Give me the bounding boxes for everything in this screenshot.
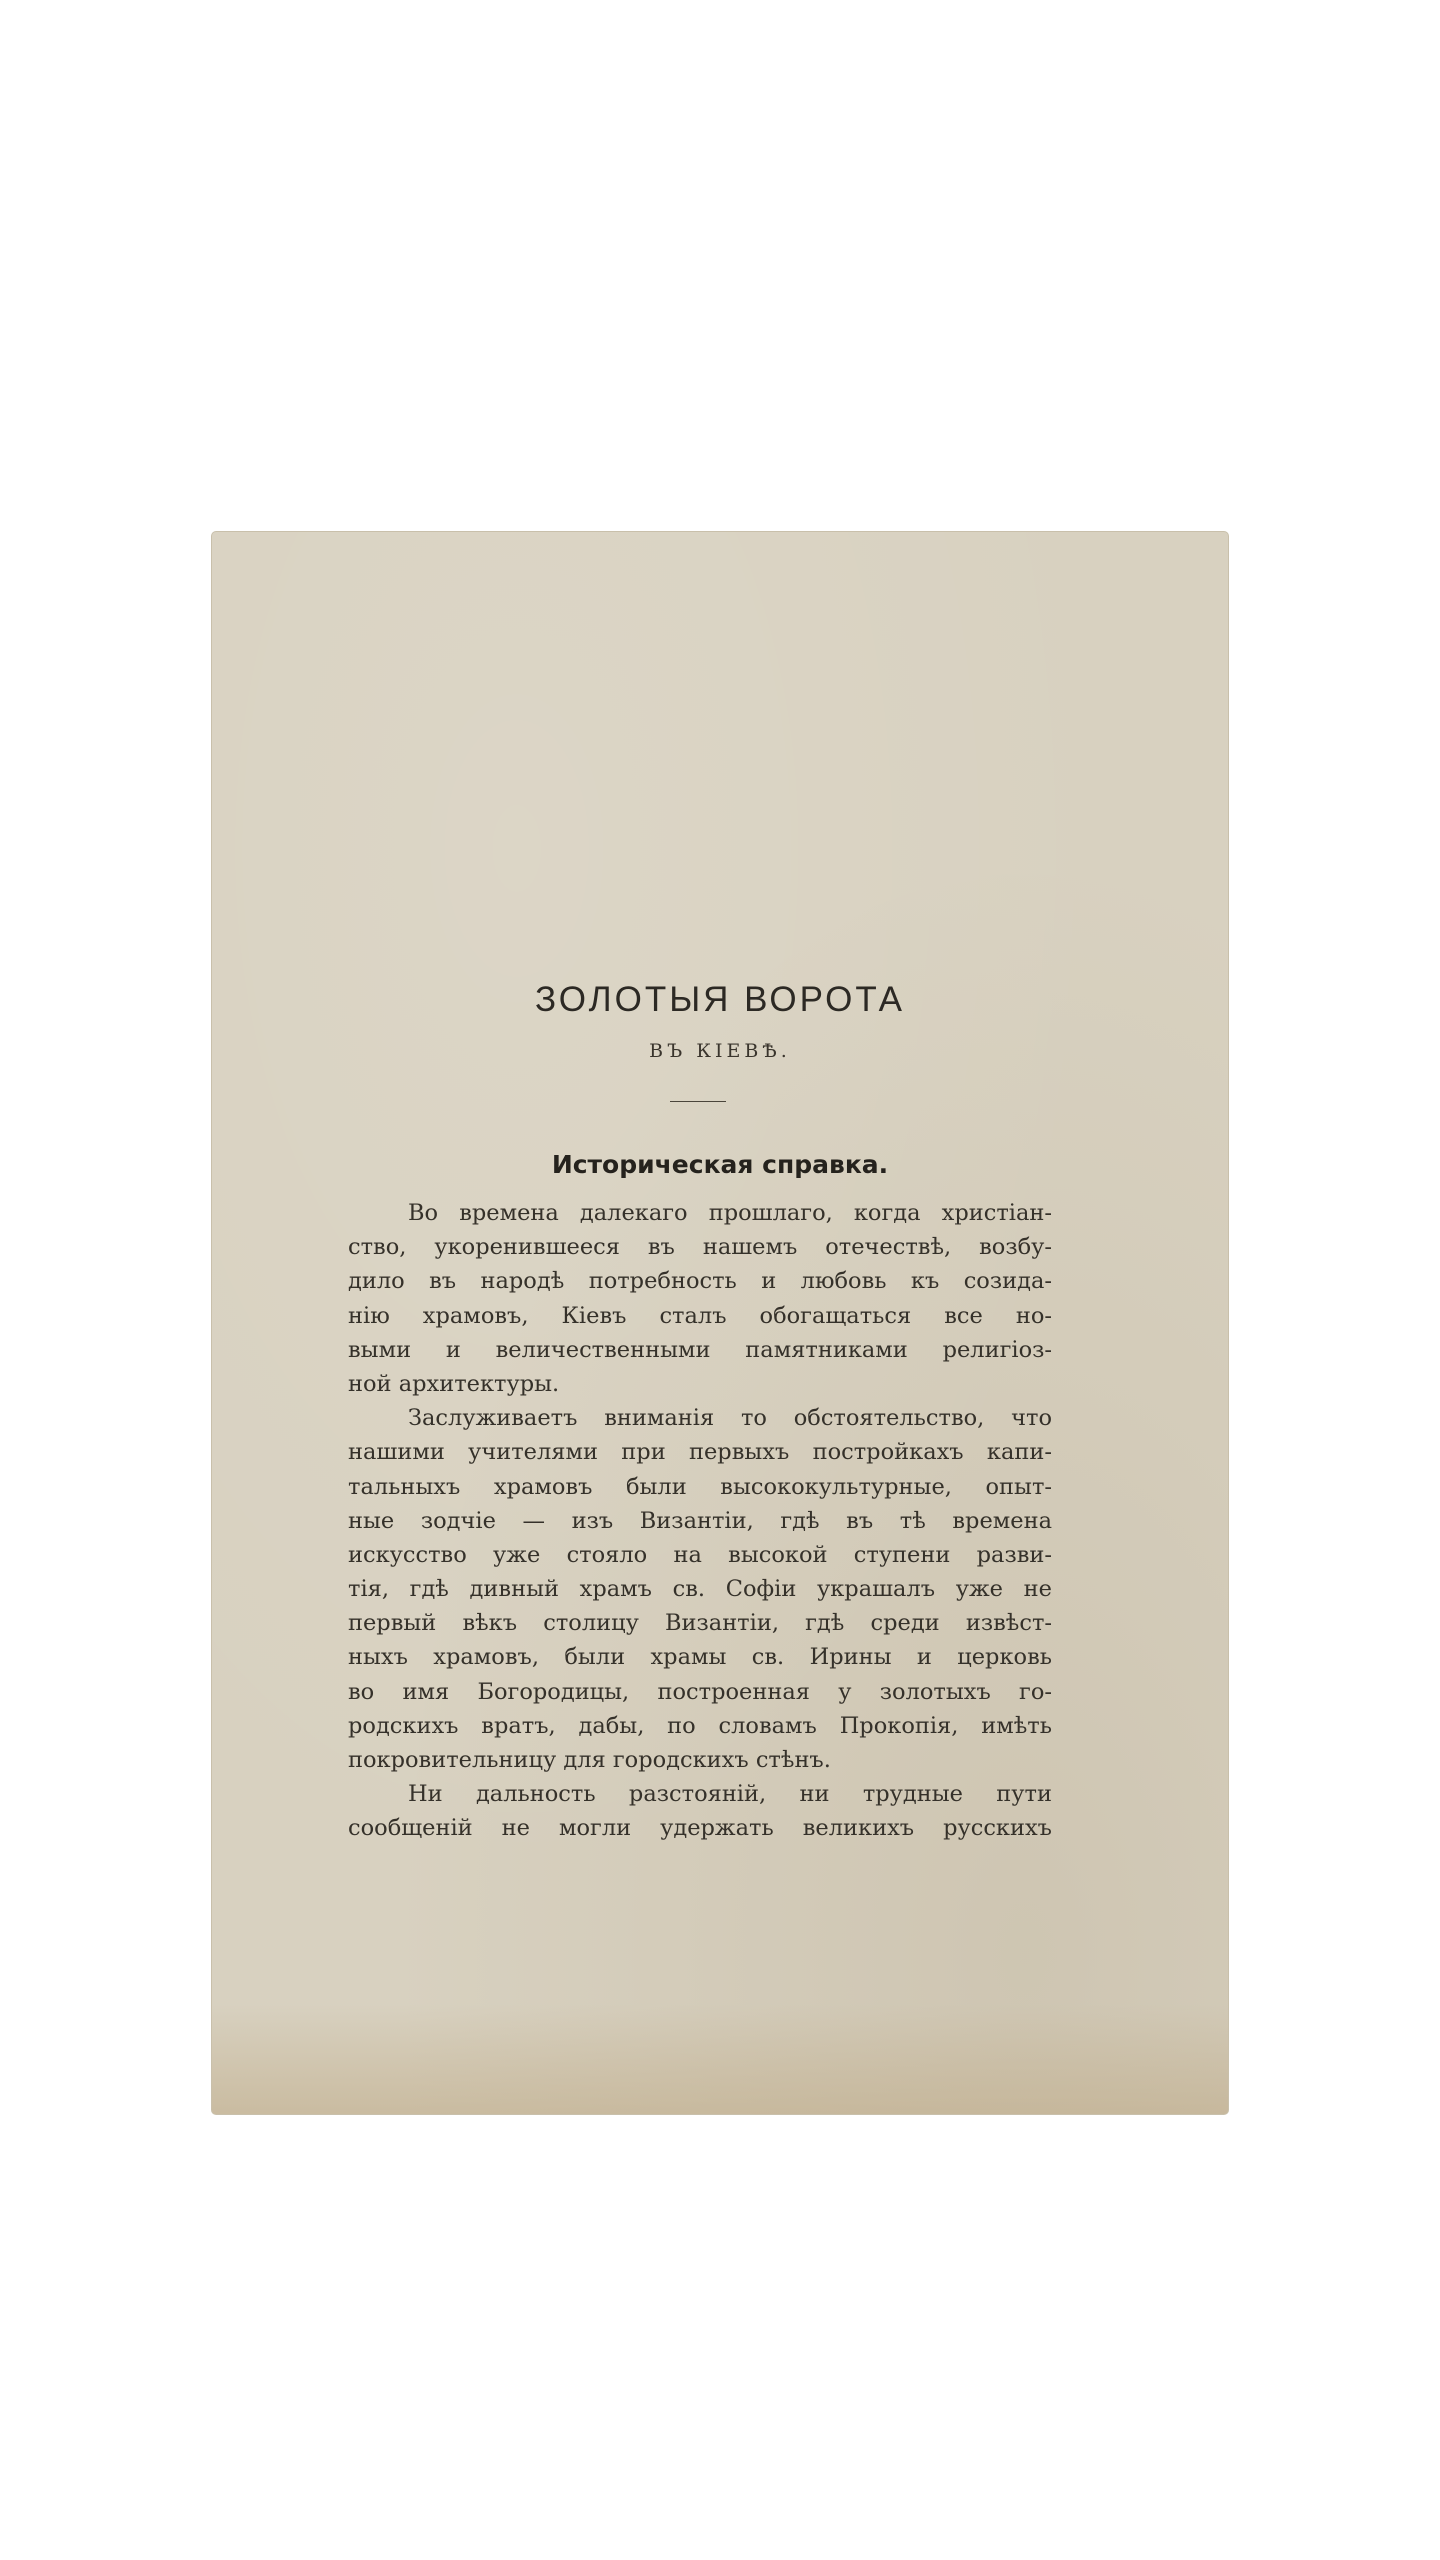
document-page	[212, 532, 1228, 2114]
text-line: во имя Богородицы, построенная у золотыхъ го-	[348, 1678, 1052, 1705]
text-line: Во времена далекаго прошлаго, когда христіан-	[408, 1200, 1052, 1226]
text-line: ство, укоренившееся въ нашемъ отечествѣ, возбу-	[348, 1234, 1052, 1261]
text-line: дило въ народѣ потребность и любовь къ созида-	[348, 1268, 1052, 1295]
text-line: первый вѣкъ столицу Византіи, гдѣ среди извѣст-	[348, 1610, 1052, 1637]
document-title: ЗОЛОТЫЯ ВОРОТА	[535, 980, 905, 1019]
text-line: сообщеній не могли удержать великихъ русскихъ	[348, 1815, 1052, 1842]
section-heading: Историческая справка.	[551, 1150, 889, 1179]
divider	[670, 1101, 726, 1102]
text-line: нашими учителями при первыхъ постройкахъ капи-	[348, 1439, 1052, 1466]
text-line: ные зодчіе — изъ Византіи, гдѣ въ тѣ времена	[348, 1507, 1052, 1534]
document-subtitle: ВЪ КІЕВѢ.	[649, 1040, 791, 1062]
text-line: тія, гдѣ дивный храмъ св. Софіи украшалъ уже не	[348, 1576, 1052, 1603]
body-text	[348, 1196, 1052, 1846]
text-line: Ни дальность разстояній, ни трудные пути	[408, 1781, 1052, 1808]
text-line: ныхъ храмовъ, были храмы св. Ирины и церковь	[348, 1644, 1052, 1671]
text-line: искусство уже стояло на высокой ступени разви-	[348, 1541, 1052, 1568]
text-line: тальныхъ храмовъ были высококультурные, опыт-	[348, 1473, 1052, 1500]
text-line: нію храмовъ, Кіевъ сталъ обогащаться все но-	[348, 1302, 1052, 1329]
text-line: ной архитектуры.	[348, 1370, 560, 1397]
text-line: покровительницу для городскихъ стѣнъ.	[348, 1747, 831, 1773]
water-stain	[212, 2004, 1228, 2114]
text-line: Заслуживаетъ вниманія то обстоятельство, что	[408, 1405, 1052, 1432]
text-line: родскихъ вратъ, дабы, по словамъ Прокопія, имѣть	[348, 1712, 1052, 1739]
text-line: выми и величественными памятниками религіоз-	[348, 1336, 1052, 1363]
